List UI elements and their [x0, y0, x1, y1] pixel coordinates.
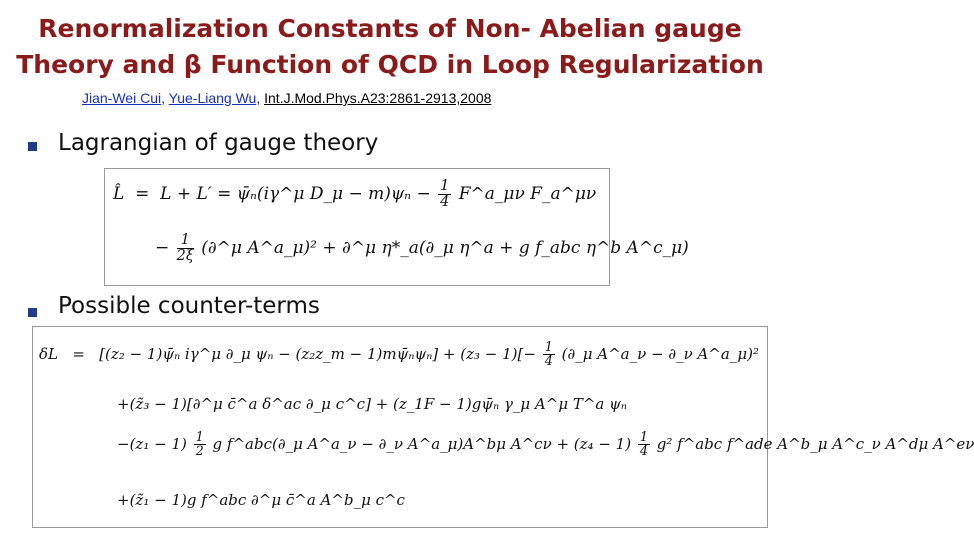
counterterm-line-4: +(z̃₁ − 1)g f^abc ∂^μ c̄^a A^b_μ c^c	[117, 491, 405, 509]
counterterm-line-3	[117, 431, 974, 459]
counterterm-equation-box	[32, 326, 974, 528]
slide-title-line-1: Renormalization Constants of Non- Abelian gauge	[38, 14, 742, 43]
lagrangian-line-1: L̂ = L + L′ = ψ̄ₙ(iγ^μ D_μ − m)ψₙ − $\frac{1}{4}$ F^a_μν F_a^μν	[113, 178, 597, 211]
bullet-icon	[28, 308, 37, 317]
z1-coefficient: −(z₁ − 1)	[117, 434, 187, 453]
citation-separator: ,	[256, 90, 265, 106]
bullet-text-counterterms: Possible counter-terms	[58, 293, 320, 319]
field-strength-term: F^a_μν F_a^μν	[458, 184, 597, 205]
lagrangian-rhs: L + L′ = ψ̄ₙ(iγ^μ D_μ − m)ψₙ −	[160, 184, 431, 205]
four-gluon-counterterm: g² f^abc f^ade A^b_μ A^c_ν A^dμ A^eν	[656, 434, 974, 453]
author-link-cui[interactable]: Jian-Wei Cui	[82, 90, 162, 106]
citation-separator: ,	[161, 90, 169, 106]
reference-link[interactable]: Int.J.Mod.Phys.A23:2861-2913,2008	[264, 90, 492, 106]
fraction-one-quarter: $\frac{1}{4}$	[440, 178, 450, 211]
fraction-one-over-two-xi: $\frac{1}{2\xi}$	[176, 232, 194, 265]
gauge-fixing-ghost-term: (∂^μ A^a_μ)² + ∂^μ η*_a(∂_μ η^a + g f_abc η^b A^c_μ)	[201, 238, 689, 259]
fraction-one-quarter: $\frac{1}{4}$	[639, 430, 648, 460]
counterterm-line-2: +(z̃₃ − 1)[∂^μ c̄^a δ^ac ∂_μ c^c] + (z_1F − 1)gψ̄ₙ γ_μ A^μ T^a ψₙ	[117, 395, 627, 413]
lagrangian-lhs: L̂	[113, 184, 125, 205]
lagrangian-equation-box	[104, 168, 689, 286]
bullet-text-lagrangian: Lagrangian of gauge theory	[58, 130, 379, 156]
citation	[82, 90, 491, 106]
minus-sign: −	[155, 238, 170, 259]
lagrangian-line-2	[155, 233, 689, 264]
fermion-counterterm: [(z₂ − 1)ψ̄ₙ iγ^μ ∂_μ ψₙ − (z₂z_m − 1)mψ̄ₙψₙ] + (z₃ − 1)[−	[99, 344, 536, 363]
author-link-wu[interactable]: Yue-Liang Wu	[168, 90, 257, 106]
slide-title-line-2: Theory and β Function of QCD in Loop Regularization	[16, 50, 764, 79]
counterterm-lhs: δL	[39, 344, 58, 363]
fraction-one-quarter: $\frac{1}{4}$	[544, 340, 553, 370]
counterterm-line-1: δL = [(z₂ − 1)ψ̄ₙ iγ^μ ∂_μ ψₙ − (z₂z_m − 1)mψ̄ₙψₙ] + (z₃ − 1)[− $\frac{1}{4}$ (∂_μ A^a_ν − ∂_ν A^a_μ)²	[39, 340, 759, 370]
gauge-kinetic-counterterm: (∂_μ A^a_ν − ∂_ν A^a_μ)²	[561, 344, 759, 363]
bullet-icon	[28, 142, 37, 151]
three-gluon-counterterm: g f^abc(∂_μ A^a_ν − ∂_ν A^a_μ)A^bμ A^cν + (z₄ − 1)	[212, 434, 632, 453]
fraction-one-half: $\frac{1}{2}$	[195, 430, 204, 460]
